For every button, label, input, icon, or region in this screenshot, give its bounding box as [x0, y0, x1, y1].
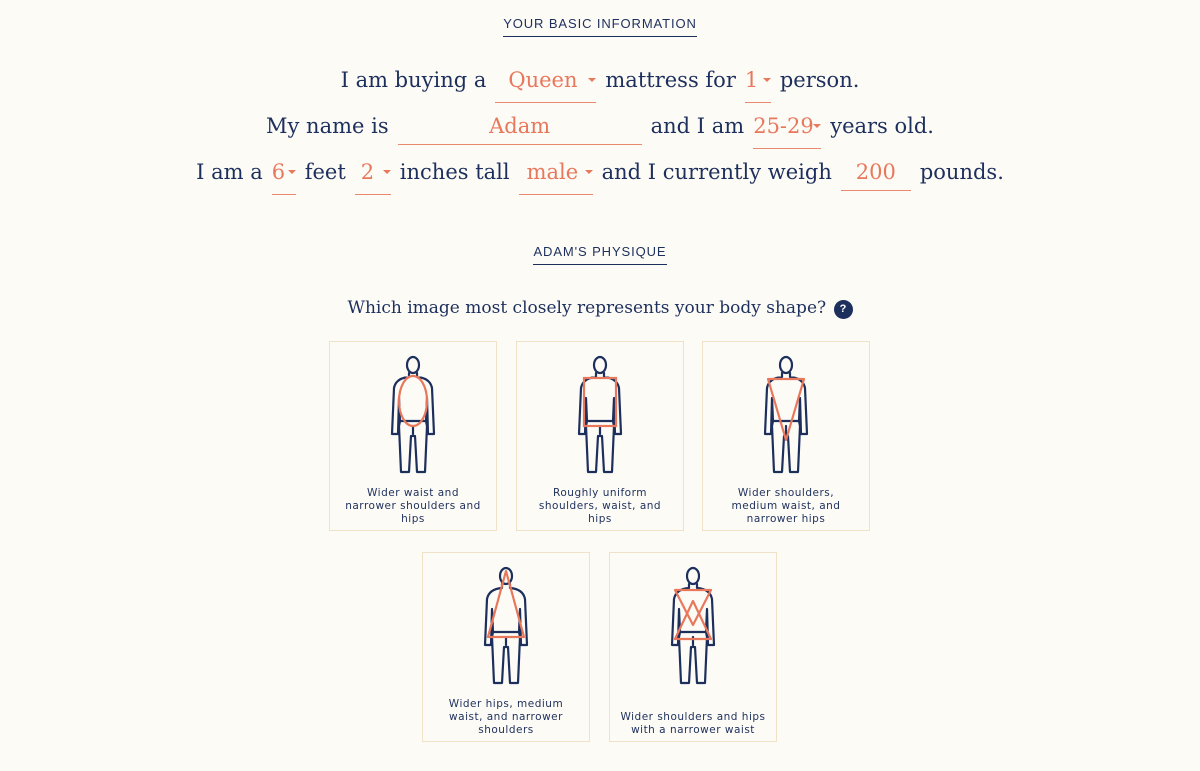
chevron-down-icon: [588, 78, 596, 82]
body-figure-inverted-triangle-icon: [751, 354, 821, 476]
people-count-select[interactable]: [745, 65, 771, 103]
help-icon[interactable]: ?: [834, 300, 853, 319]
basic-info-heading: YOUR BASIC INFORMATION: [0, 16, 1200, 37]
text-pounds: pounds.: [919, 160, 1004, 184]
feet-value: 6: [271, 160, 286, 184]
physique-heading: ADAM'S PHYSIQUE: [0, 244, 1200, 265]
text-currently-weigh: and I currently weigh: [601, 160, 832, 184]
body-shape-question-text: Which image most closely represents your body shape?: [347, 298, 827, 318]
body-shape-label-rectangle: Roughly uniform shoulders, waist, and hips: [538, 487, 662, 525]
body-shape-label-triangle: Wider hips, medium waist, and narrower shoulders: [448, 698, 564, 736]
text-name-prefix: My name is: [266, 114, 389, 138]
feet-select[interactable]: [272, 157, 296, 195]
chevron-down-icon: [813, 124, 821, 128]
inches-select[interactable]: [355, 157, 391, 195]
text-inches-tall: inches tall: [399, 160, 510, 184]
weight-input[interactable]: [841, 157, 911, 191]
body-shape-card-triangle[interactable]: [422, 552, 590, 742]
people-count-value: 1: [744, 68, 759, 92]
body-shape-card-oval[interactable]: [329, 341, 497, 531]
body-shape-question: [0, 298, 1200, 319]
age-range-select[interactable]: [753, 111, 821, 149]
gender-value: male: [526, 160, 579, 184]
body-shape-label-oval: Wider waist and narrower shoulders and hips: [345, 487, 481, 525]
sentence-mattress: [0, 65, 1200, 111]
body-figure-rectangle-icon: [565, 354, 635, 476]
body-shape-label-hourglass: Wider shoulders and hips with a narrower waist: [620, 711, 766, 736]
name-value: Adam: [489, 114, 551, 138]
chevron-down-icon: [288, 170, 296, 174]
body-shape-card-inverted-triangle[interactable]: [702, 341, 870, 531]
mattress-size-select[interactable]: [495, 65, 596, 103]
chevron-down-icon: [383, 170, 391, 174]
sentence-height-weight: [0, 157, 1200, 203]
body-shape-label-inverted-triangle: Wider shoulders, medium waist, and narrower hips: [731, 487, 841, 525]
body-figure-hourglass-icon: [658, 565, 728, 687]
inches-value: 2: [360, 160, 375, 184]
text-years-old: years old.: [830, 114, 934, 138]
age-range-value: 25-29: [753, 114, 814, 138]
text-i-am-a: I am a: [196, 160, 263, 184]
weight-value: 200: [855, 160, 896, 184]
chevron-down-icon: [585, 170, 593, 174]
text-person: person.: [779, 68, 860, 92]
text-feet: feet: [304, 160, 346, 184]
body-shape-card-hourglass[interactable]: [609, 552, 777, 742]
body-figure-triangle-icon: [471, 565, 541, 687]
text-buying-prefix: I am buying a: [340, 68, 487, 92]
body-figure-oval-icon: [378, 354, 448, 476]
name-input[interactable]: [398, 111, 642, 145]
chevron-down-icon: [763, 78, 771, 82]
text-and-i-am: and I am: [650, 114, 745, 138]
text-mattress-for: mattress for: [605, 68, 736, 92]
body-shape-card-rectangle[interactable]: [516, 341, 684, 531]
sentence-name-age: [0, 111, 1200, 157]
mattress-size-value: Queen: [508, 68, 578, 92]
gender-select[interactable]: [519, 157, 593, 195]
